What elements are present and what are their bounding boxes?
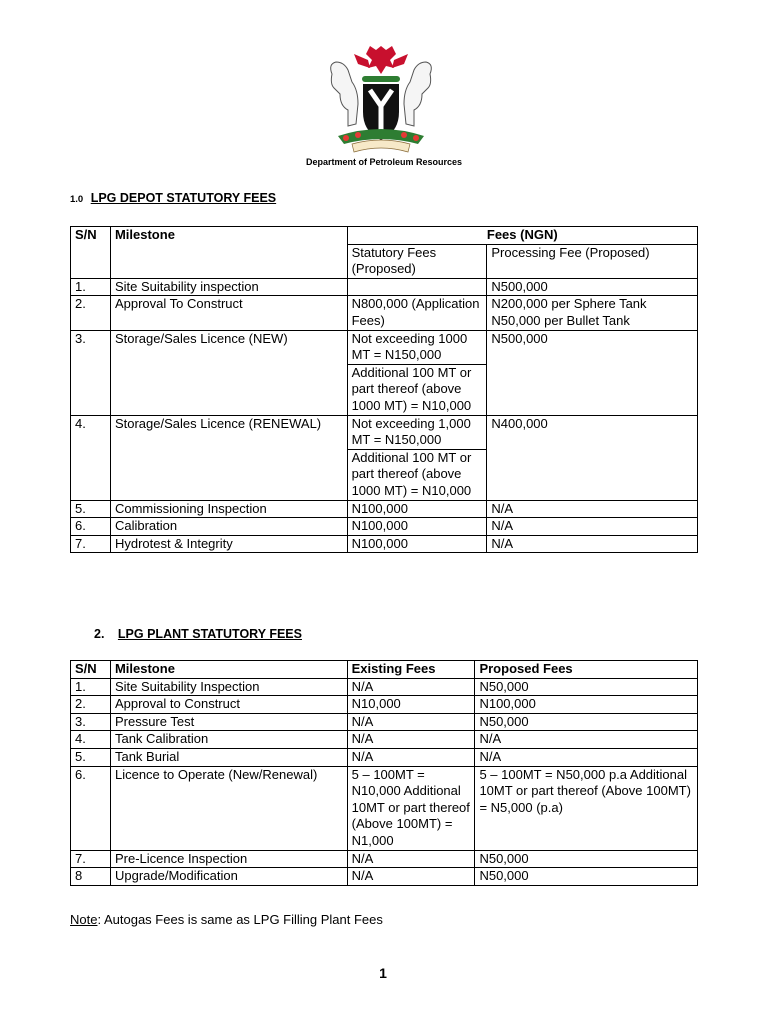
cell-proposed: N50,000	[475, 850, 698, 868]
left-horse-icon	[331, 62, 358, 126]
col-sn-header: S/N	[71, 227, 111, 279]
cell-proposed: 5 – 100MT = N50,000 p.a Additional 10MT or part thereof (Above 100MT) = N5,000 (p.a)	[475, 766, 698, 850]
cell-existing: N/A	[347, 748, 475, 766]
section2-title: LPG PLANT STATUTORY FEES	[117, 627, 302, 641]
cell-existing: N/A	[347, 713, 475, 731]
right-horse-icon	[404, 62, 431, 126]
table-row	[71, 868, 698, 886]
cell-statutory: N100,000	[347, 518, 487, 536]
table-row	[71, 518, 698, 536]
cell-statutory: Additional 100 MT or part thereof (above 1000 MT) = N10,000	[347, 449, 487, 500]
col-statutory-header: Statutory Fees (Proposed)	[347, 244, 487, 278]
cell-existing: N/A	[347, 868, 475, 886]
cell-processing: N500,000	[487, 330, 698, 415]
table-row	[71, 278, 698, 296]
table-header-row	[71, 227, 698, 245]
department-name: Department of Petroleum Resources	[305, 157, 463, 167]
cell-sn: 2.	[71, 696, 111, 714]
cell-sn: 2.	[71, 296, 111, 330]
cell-sn: 8	[71, 868, 111, 886]
cell-proposed: N50,000	[475, 868, 698, 886]
cell-statutory: N100,000	[347, 535, 487, 553]
cell-existing: N10,000	[347, 696, 475, 714]
cell-processing: N/A	[487, 535, 698, 553]
cell-milestone: Tank Calibration	[110, 731, 347, 749]
processing-line: N200,000 per Sphere Tank	[491, 296, 647, 312]
cell-statutory: N100,000	[347, 500, 487, 518]
cell-sn: 3.	[71, 330, 111, 415]
cell-milestone: Storage/Sales Licence (NEW)	[110, 330, 347, 415]
cell-milestone: Approval To Construct	[110, 296, 347, 330]
processing-line: N50,000 per Bullet Tank	[491, 312, 630, 328]
section1-heading	[70, 191, 276, 205]
cell-sn: 6.	[71, 518, 111, 536]
table-row	[71, 330, 698, 364]
cell-milestone: Storage/Sales Licence (RENEWAL)	[110, 415, 347, 500]
col-existing-header: Existing Fees	[347, 661, 475, 679]
cell-processing: N400,000	[487, 415, 698, 500]
cell-statutory: Not exceeding 1000 MT = N150,000	[347, 330, 487, 364]
cell-sn: 7.	[71, 535, 111, 553]
cell-existing: N/A	[347, 850, 475, 868]
cell-milestone: Site Suitability Inspection	[110, 678, 347, 696]
plant-fees-table	[70, 660, 698, 886]
cell-statutory	[347, 278, 487, 296]
cell-sn: 1.	[71, 678, 111, 696]
depot-fees-table	[70, 226, 698, 553]
cell-existing: 5 – 100MT = N10,000 Additional 10MT or part thereof (Above 100MT) = N1,000	[347, 766, 475, 850]
section2-number: 2.	[94, 627, 105, 641]
cell-existing: N/A	[347, 678, 475, 696]
table-row	[71, 535, 698, 553]
table-header-row	[71, 661, 698, 679]
cell-sn: 5.	[71, 748, 111, 766]
table-row	[71, 713, 698, 731]
cell-sn: 4.	[71, 731, 111, 749]
cell-milestone: Commissioning Inspection	[110, 500, 347, 518]
note-text: : Autogas Fees is same as LPG Filling Plant Fees	[97, 912, 383, 927]
page-number: 1	[379, 965, 387, 981]
cell-statutory: N800,000 (Application Fees)	[347, 296, 487, 330]
col-milestone-header: Milestone	[110, 661, 347, 679]
cell-milestone: Site Suitability inspection	[110, 278, 347, 296]
col-milestone-header: Milestone	[110, 227, 347, 279]
cell-milestone: Upgrade/Modification	[110, 868, 347, 886]
cell-statutory: Not exceeding 1,000 MT = N150,000	[347, 415, 487, 449]
cell-processing: N/A	[487, 500, 698, 518]
table-row	[71, 678, 698, 696]
footnote	[70, 912, 383, 927]
cell-proposed: N/A	[475, 731, 698, 749]
col-processing-header: Processing Fee (Proposed)	[487, 244, 698, 278]
cell-existing: N/A	[347, 731, 475, 749]
cell-milestone: Pre-Licence Inspection	[110, 850, 347, 868]
cell-milestone: Licence to Operate (New/Renewal)	[110, 766, 347, 850]
cell-milestone: Tank Burial	[110, 748, 347, 766]
cell-proposed: N/A	[475, 748, 698, 766]
cell-sn: 3.	[71, 713, 111, 731]
table-row	[71, 296, 698, 330]
cell-sn: 5.	[71, 500, 111, 518]
table-row	[71, 748, 698, 766]
cell-processing: N/A	[487, 518, 698, 536]
cell-statutory: Additional 100 MT or part thereof (above 1000 MT) = N10,000	[347, 364, 487, 415]
section2-heading	[94, 627, 302, 641]
cell-proposed: N50,000	[475, 678, 698, 696]
table-row	[71, 850, 698, 868]
section1-title: LPG DEPOT STATUTORY FEES	[90, 191, 277, 205]
table-row	[71, 766, 698, 850]
col-sn-header: S/N	[71, 661, 111, 679]
table-row	[71, 500, 698, 518]
cell-processing	[487, 296, 698, 330]
table-row	[71, 696, 698, 714]
table-row	[71, 415, 698, 449]
cell-milestone: Calibration	[110, 518, 347, 536]
cell-processing: N500,000	[487, 278, 698, 296]
cell-proposed: N50,000	[475, 713, 698, 731]
section1-number: 1.0	[70, 194, 84, 205]
col-proposed-header: Proposed Fees	[475, 661, 698, 679]
cell-sn: 4.	[71, 415, 111, 500]
note-label: Note	[70, 912, 98, 927]
cell-sn: 6.	[71, 766, 111, 850]
cell-proposed: N100,000	[475, 696, 698, 714]
cell-sn: 7.	[71, 850, 111, 868]
eagle-icon	[354, 46, 408, 74]
cell-sn: 1.	[71, 278, 111, 296]
coat-of-arms-logo	[318, 40, 444, 158]
table-row	[71, 731, 698, 749]
cell-milestone: Approval to Construct	[110, 696, 347, 714]
col-fees-header: Fees (NGN)	[347, 227, 697, 245]
cell-milestone: Hydrotest & Integrity	[110, 535, 347, 553]
cell-milestone: Pressure Test	[110, 713, 347, 731]
